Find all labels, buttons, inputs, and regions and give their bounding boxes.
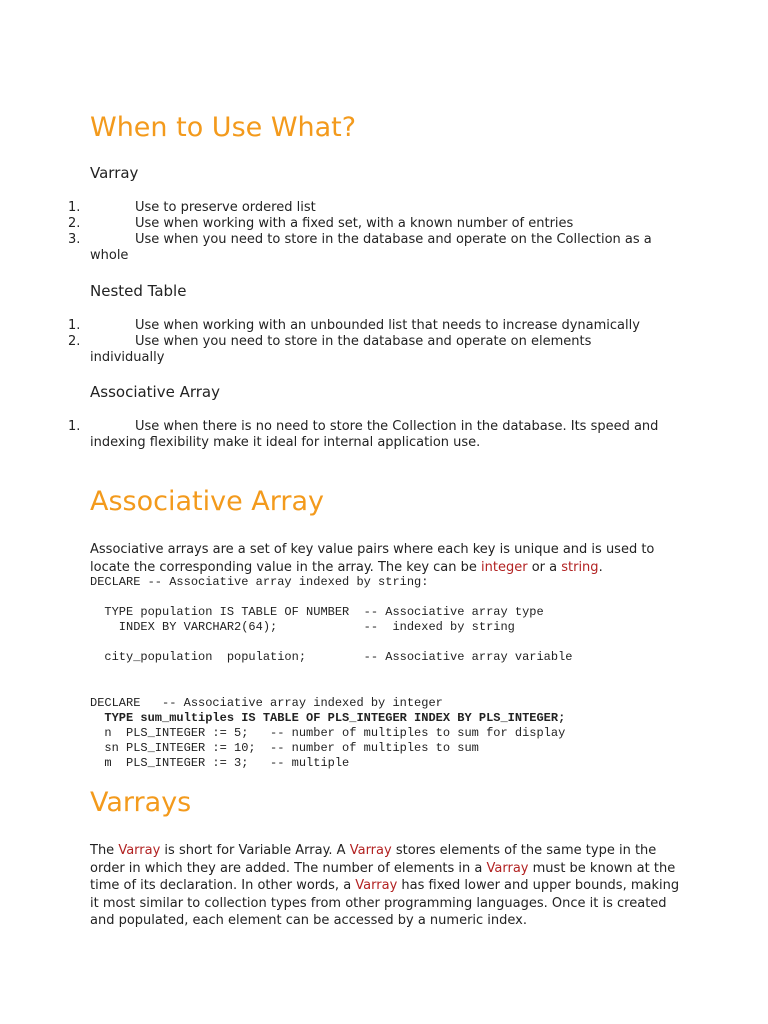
heading-when-to-use-what: When to Use What? [90,112,357,143]
varrays-description: The Varray is short for Variable Array. A Varray stores elements of the same type in the order in which they are added. The number of elements in a Varray must be known at the time of its declaration. In other words, a Varray has fixed lower and upper bounds, making it most similar to collection types from other programming languages. Once it is created and populated, each element can be accessed by a numeric index. [90,843,680,928]
list-item: 3. Use when you need to store in the database and operate on the Collection as a whole [68,232,652,263]
nested-table-use-list [0,318,680,366]
code-block-indexed-by-string: DECLARE -- Associative array indexed by string: TYPE population IS TABLE OF NUMBER -- Associative array type INDEX BY VARCHAR2(64); -- indexed by string city_population population; -- Associative array variable [90,575,573,664]
associative-array-description: Associative arrays are a set of key value pairs where each key is unique and is used to locate the corresponding value in the array. The key can be integer or a string. [90,542,655,575]
heading-associative-array: Associative Array [90,486,324,517]
list-item: 2. Use when you need to store in the database and operate on elements individually [68,334,592,365]
subheading-nested-table: Nested Table [90,282,187,300]
varray-use-list [0,200,680,264]
subheading-associative-array: Associative Array [90,383,220,401]
heading-varrays: Varrays [90,787,192,818]
associative-array-use-list [0,419,680,451]
list-item: 1. Use when working with an unbounded list that needs to increase dynamically [68,318,640,333]
code-block-indexed-by-integer: DECLARE -- Associative array indexed by integer TYPE sum_multiples IS TABLE OF PLS_INTEGER INDEX BY PLS_INTEGER; n PLS_INTEGER := 5; -- number of multiples to sum for display sn PLS_INTEGER := 10; -- number of multiples to sum m PLS_INTEGER := 3; -- multiple [90,696,566,770]
list-item: 1. Use when there is no need to store the Collection in the database. Its speed and indexing flexibility make it ideal for internal application use. [68,419,659,450]
list-item: 2. Use when working with a fixed set, with a known number of entries [68,216,574,231]
list-item: 1. Use to preserve ordered list [68,200,316,215]
subheading-varray: Varray [90,164,139,182]
